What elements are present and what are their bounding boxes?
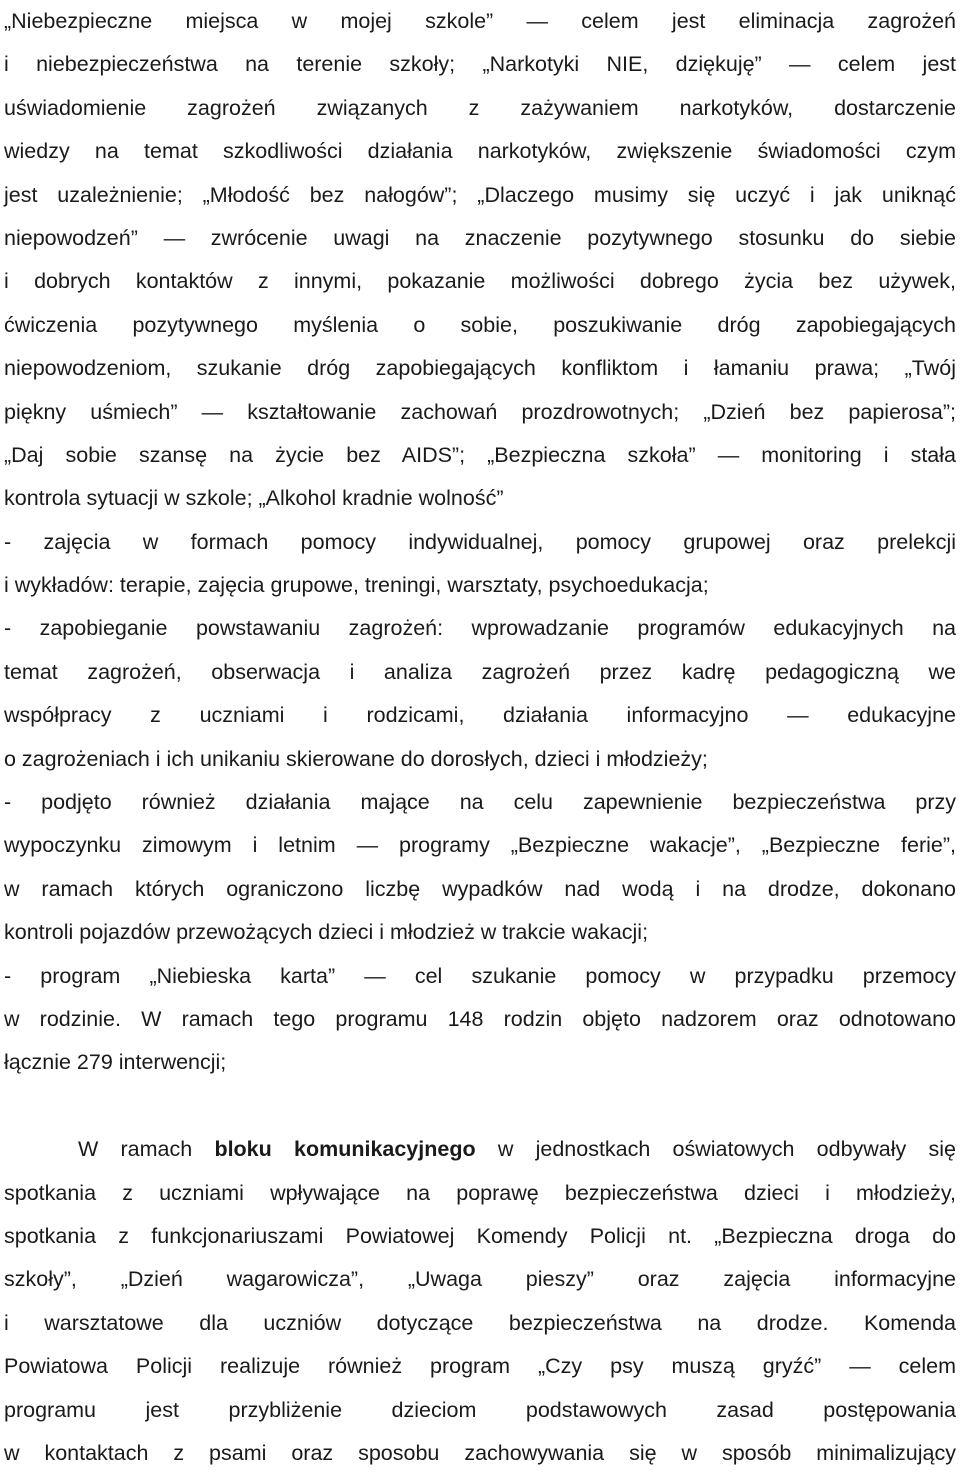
text-line: uświadomienie zagrożeń związanych z zażywaniem narkotyków, dostarczenie [4,95,956,120]
paragraph-holiday-safety [4,781,956,955]
text-line: Powiatowa Policji realizuje również program „Czy psy muszą gryźć” — celem [4,1354,956,1379]
paragraph-support-activities [4,521,956,608]
text-line: niepowodzeniom, szukanie dróg zapobiegających konfliktom i łamaniu prawa; „Twój [4,356,956,381]
text-line: i niebezpieczeństwa na terenie szkoły; „Narkotyki NIE, dziękuję” — celem jest [4,52,956,77]
text-line: piękny uśmiech” — kształtowanie zachowań prozdrowotnych; „Dzień bez papierosa”; [4,399,956,424]
text-line: jest uzależnienie; „Młodość bez nałogów”; „Dlaczego musimy się uczyć i jak uniknąć [4,182,956,207]
text-line: „Daj sobie szansę na życie bez AIDS”; „Bezpieczna szkoła” — monitoring i stała [4,442,956,467]
paragraph-blue-card [4,955,956,1085]
text-line: współpracy z uczniami i rodzicami, działania informacyjno — edukacyjne [4,703,956,728]
text-line: programu jest przybliżenie dzieciom podstawowych zasad postępowania [4,1397,956,1422]
text-line: spotkania z funkcjonariuszami Powiatowej Komendy Policji nt. „Bezpieczna droga do [4,1223,956,1248]
text-line: i dobrych kontaktów z innymi, pokazanie możliwości dobrego życia bez używek, [4,269,956,294]
paragraph-communication-block [4,1128,956,1475]
text-line: w rodzinie. W ramach tego programu 148 rodzin objęto nadzorem oraz odnotowano [4,1006,956,1031]
text-line: - program „Niebieska karta” — cel szukanie pomocy w przypadku przemocy [4,963,956,988]
text-line: w kontaktach z psami oraz sposobu zachowywania się w sposób minimalizujący [4,1440,956,1465]
text-span: W ramach [78,1137,215,1162]
paragraph-prevention [4,607,956,781]
text-line: niepowodzeń” — zwrócenie uwagi na znaczenie pozytywnego stosunku do siebie [4,225,956,250]
text-line: kontrola sytuacji w szkole; „Alkohol kradnie wolność” [4,486,504,511]
text-line: o zagrożeniach i ich unikaniu skierowane do dorosłych, dzieci i młodzieży; [4,746,708,771]
text-line: temat zagrożeń, obserwacja i analiza zagrożeń przez kadrę pedagogiczną we [4,659,956,684]
text-line: w ramach których ograniczono liczbę wypadków nad wodą i na drodze, dokonano [4,876,956,901]
text-line: szkoły”, „Dzień wagarowicza”, „Uwaga pieszy” oraz zajęcia informacyjne [4,1267,956,1292]
text-line: i wykładów: terapie, zajęcia grupowe, treningi, warsztaty, psychoedukacja; [4,573,709,598]
text-line: ćwiczenia pozytywnego myślenia o sobie, poszukiwanie dróg zapobiegających [4,312,956,337]
text-line [4,1128,956,1171]
text-line: łącznie 279 interwencji; [4,1050,227,1075]
bold-phrase: bloku komunikacyjnego [214,1137,476,1162]
text-line: „Niebezpieczne miejsca w mojej szkole” — celem jest eliminacja zagrożeń [4,9,956,33]
text-line: wypoczynku zimowym i letnim — programy „Bezpieczne wakacje”, „Bezpieczne ferie”, [4,833,956,858]
text-span: w jednostkach oświatowych odbywały się [475,1137,956,1162]
text-line: kontroli pojazdów przewożących dzieci i młodzież w trakcie wakacji; [4,920,649,945]
paragraph-spacer [4,1085,956,1128]
text-line: - zajęcia w formach pomocy indywidualnej, pomocy grupowej oraz prelekcji [4,529,956,554]
text-line: i warsztatowe dla uczniów dotyczące bezpieczeństwa na drodze. Komenda [4,1310,956,1335]
text-line: - zapobieganie powstawaniu zagrożeń: wprowadzanie programów edukacyjnych na [4,616,956,641]
text-line: spotkania z uczniami wpływające na poprawę bezpieczeństwa dzieci i młodzieży, [4,1180,956,1205]
paragraph-programs [4,0,956,521]
text-line: - podjęto również działania mające na celu zapewnienie bezpieczeństwa przy [4,790,956,815]
text-line: wiedzy na temat szkodliwości działania narkotyków, zwiększenie świadomości czym [4,139,956,164]
